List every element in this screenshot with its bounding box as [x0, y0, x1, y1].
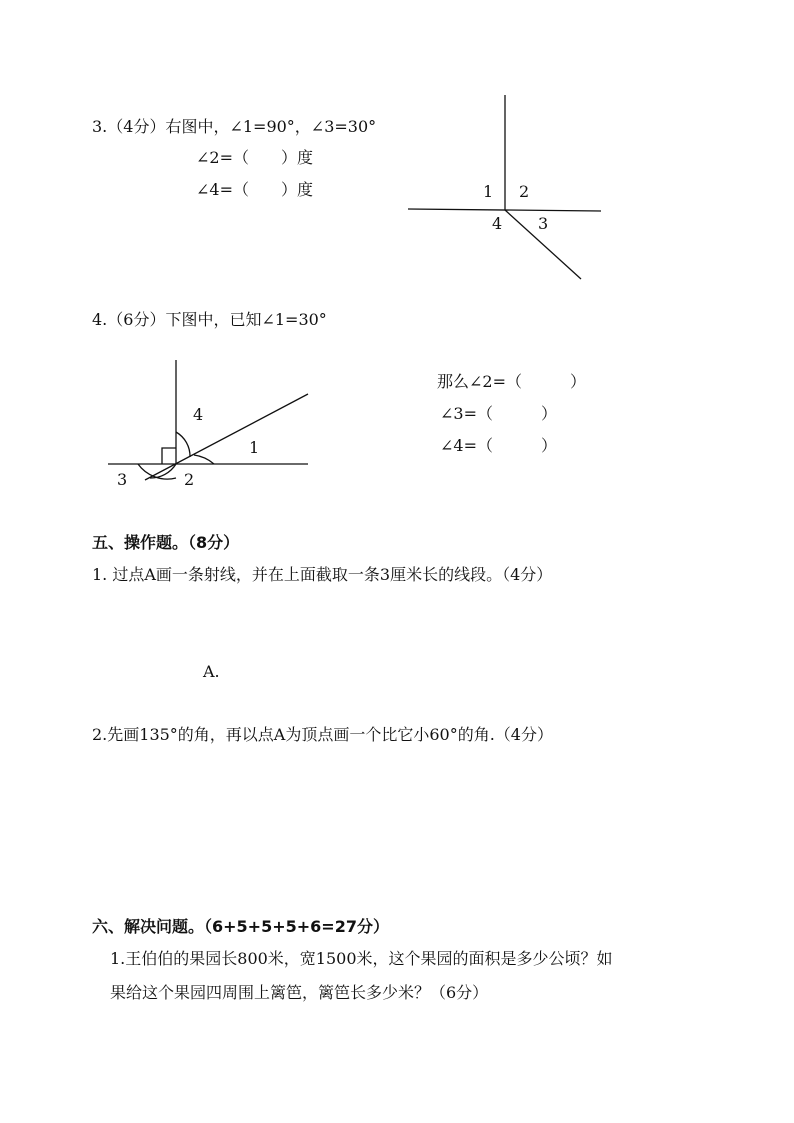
q4-arc-angle1: [194, 455, 214, 464]
point-a: A.: [203, 662, 220, 681]
q3-blank-angle4: ∠4=（ ）度: [196, 180, 313, 199]
q3-blank-angle2: ∠2=（ ）度: [196, 148, 313, 167]
section6-title: 六、解决问题。（6+5+5+5+6=27分）: [92, 917, 389, 936]
q3-label-2: 2: [519, 182, 530, 201]
q4-answer-angle4: ∠4=（ ）: [440, 436, 557, 455]
q4-right-angle-mark: [162, 448, 176, 464]
q3-text: 3.（4分）右图中，∠1=90°，∠3=30°: [92, 117, 377, 136]
q4-arc-angle4: [176, 432, 190, 457]
q4-label-1: 1: [249, 438, 260, 457]
q3-label-3: 3: [538, 214, 549, 233]
q3-label-4: 4: [492, 214, 503, 233]
section6-question1-line1: 1.王伯伯的果园长800米，宽1500米，这个果园的面积是多少公顷？如: [110, 949, 613, 968]
q4-answer-angle2: 那么∠2=（ ）: [437, 372, 586, 391]
q4-slant-line: [145, 394, 308, 480]
section6-question1-line2: 果给这个果园四周围上篱笆，篱笆长多少米？（6分）: [110, 983, 489, 1002]
q4-label-2: 2: [184, 470, 195, 489]
q4-answer-angle3: ∠3=（ ）: [440, 404, 557, 423]
section5-question1: 1. 过点A画一条射线，并在上面截取一条3厘米长的线段。（4分）: [92, 565, 553, 584]
section5-title: 五、操作题。（8分）: [92, 533, 240, 552]
q4-figure: [0, 0, 794, 520]
section5-question2: 2.先画135°的角，再以点A为顶点画一个比它小60°的角.（4分）: [92, 725, 553, 744]
q4-label-4: 4: [193, 405, 204, 424]
q3-label-1: 1: [483, 182, 494, 201]
q4-text: 4.（6分）下图中，已知∠1=30°: [92, 310, 327, 329]
q4-label-3: 3: [117, 470, 128, 489]
